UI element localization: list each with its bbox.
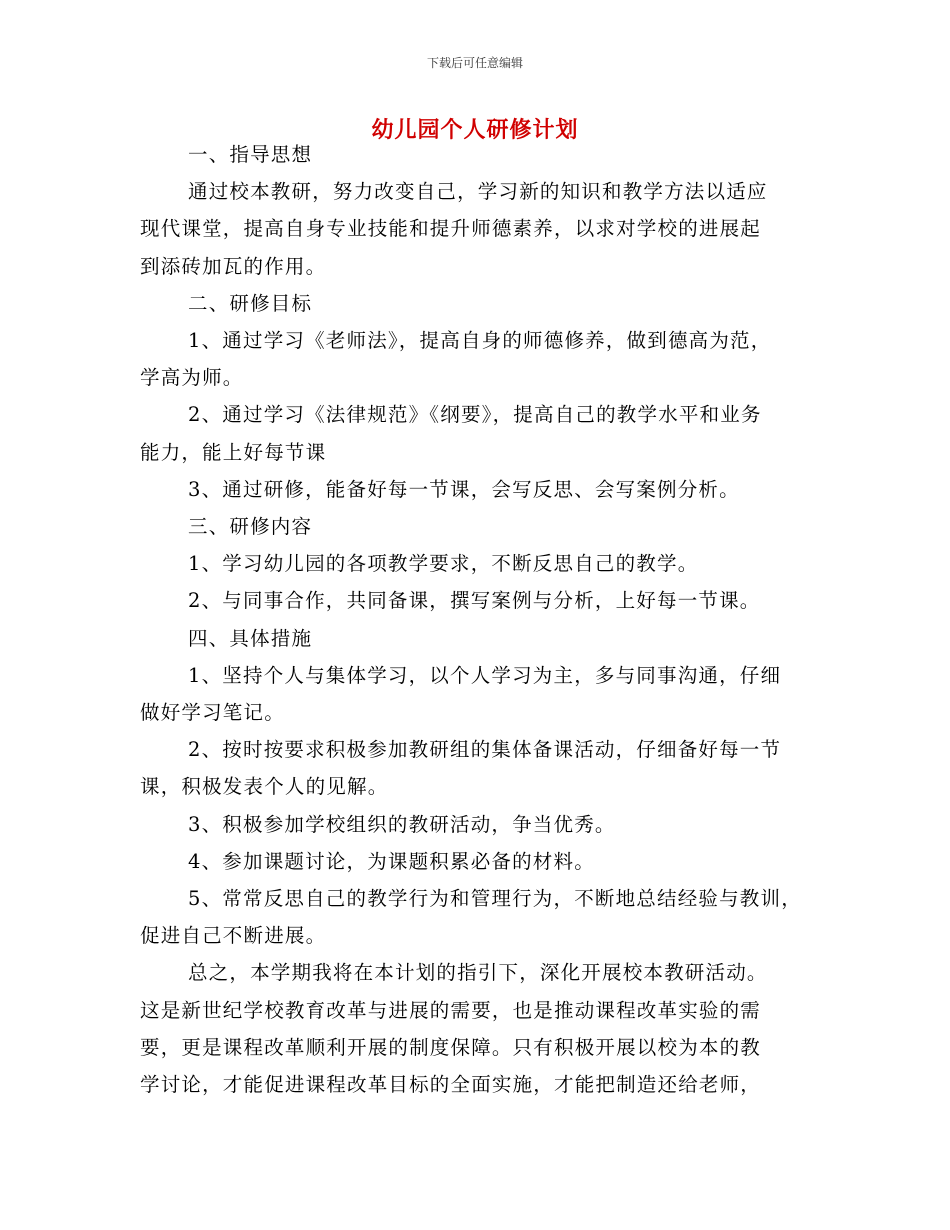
- document-title: 幼儿园个人研修计划: [371, 117, 579, 143]
- body-line: 学讨论，才能促进课程改革目标的全面实施，才能把制造还给老师，: [140, 1073, 762, 1097]
- body-line: 2、通过学习《法律规范》《纲要》，提高自己的教学水平和业务: [188, 403, 762, 427]
- body-line: 3、积极参加学校组织的教研活动，争当优秀。: [188, 812, 616, 836]
- body-line: 1、坚持个人与集体学习，以个人学习为主，多与同事沟通，仔细: [188, 663, 782, 687]
- body-line: 课，积极发表个人的见解。: [140, 775, 389, 799]
- body-line: 做好学习笔记。: [140, 701, 285, 725]
- body-line: 三、研修内容: [188, 515, 313, 539]
- body-line: 一、指导思想: [188, 143, 313, 166]
- body-line: 能力，能上好每节课: [140, 440, 327, 464]
- body-line: 总之，本学期我将在本计划的指引下，深化开展校本教研活动。: [188, 961, 768, 985]
- body-line: 二、研修目标: [188, 291, 313, 315]
- body-line: 四、具体措施: [188, 626, 313, 650]
- body-line: 学高为师。: [140, 366, 244, 390]
- body-line: 1、学习幼儿园的各项教学要求，不断反思自己的教学。: [188, 552, 699, 576]
- page-header: 下载后可任意编辑: [426, 56, 523, 70]
- body-line: 到添砖加瓦的作用。: [140, 254, 327, 278]
- body-line: 要，更是课程改革顺利开展的制度保障。只有积极开展以校为本的教: [140, 1035, 762, 1059]
- body-line: 1、通过学习《老师法》，提高自身的师德修养，做到德高为范，: [188, 329, 772, 353]
- body-line: 通过校本教研，努力改变自己，学习新的知识和教学方法以适应: [188, 180, 768, 204]
- body-line: 促进自己不断进展。: [140, 924, 327, 948]
- body-line: 3、通过研修，能备好每一节课，会写反思、会写案例分析。: [188, 477, 740, 501]
- body-line: 2、与同事合作，共同备课，撰写案例与分析，上好每一节课。: [188, 589, 761, 613]
- document-body: [140, 136, 820, 1103]
- body-line: 4、参加课题讨论，为课题积累必备的材料。: [188, 849, 595, 873]
- body-line: 现代课堂，提高自身专业技能和提升师德素养，以求对学校的进展起: [140, 217, 762, 241]
- body-line: 2、按时按要求积极参加教研组的集体备课活动，仔细备好每一节: [188, 738, 782, 762]
- body-line: 5、常常反思自己的教学行为和管理行为，不断地总结经验与教训，: [188, 887, 802, 911]
- body-line: 这是新世纪学校教育改革与进展的需要，也是推动课程改革实验的需: [140, 998, 762, 1022]
